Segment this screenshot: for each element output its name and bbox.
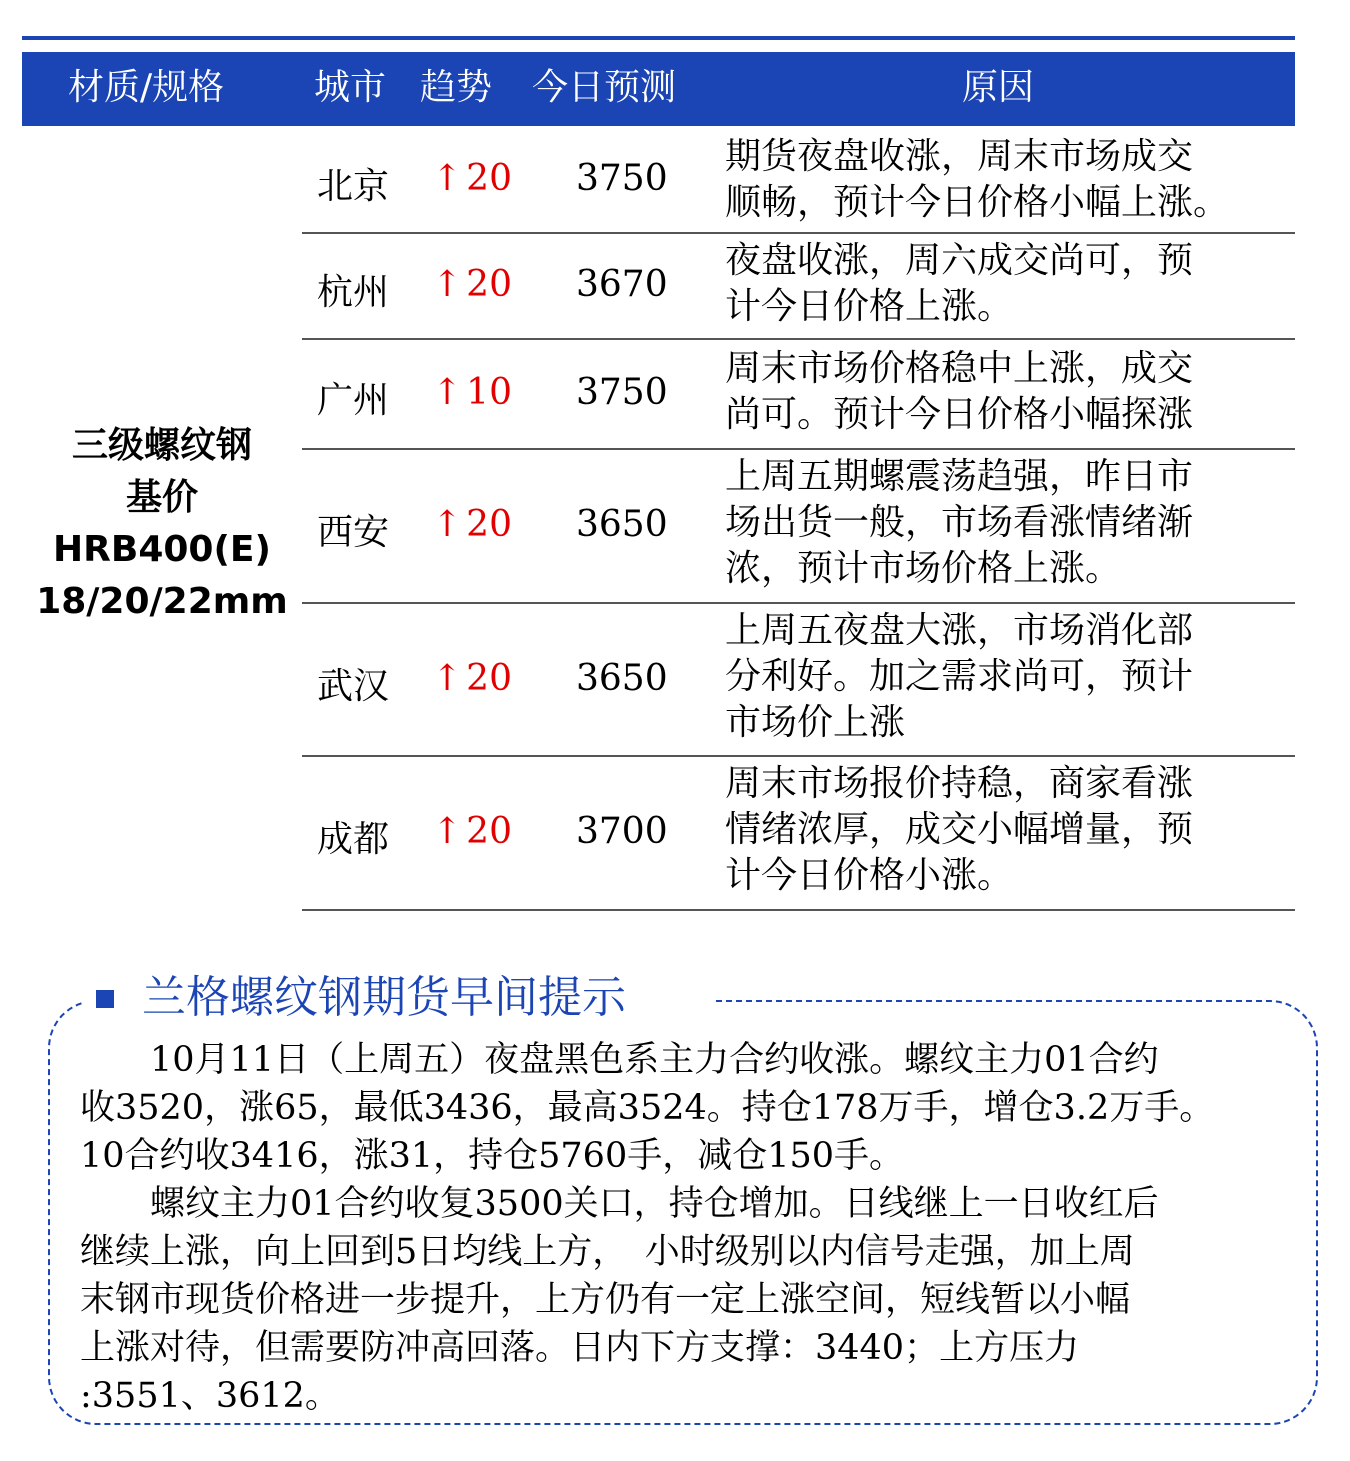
tips-paragraph-1: 10月11日（上周五）夜盘黑色系主力合约收涨。螺纹主力01合约 收3520，涨65，最低3436，最高3524。持仓178万手，增仓3.2万手。 10合约收3416，涨31，持仓5760手，减仓150手。 [80,1040,1215,1176]
header-forecast: 今日预测 [532,67,677,108]
trend-value: ↑ 10 [432,372,512,413]
top-rule [22,36,1295,40]
up-arrow-icon: ↑ [432,372,463,413]
trend-value: ↑ 20 [432,158,512,199]
city-name: 广州 [317,380,390,421]
material-line: HRB400(E) [53,529,271,570]
trend-value: ↑ 20 [432,658,512,699]
table-row [302,340,1295,450]
city-name: 武汉 [317,666,390,707]
reason-text: 上周五期螺震荡趋强，昨日市 场出货一般，市场看涨情绪渐 浓，预计市场价格上涨。 [725,456,1194,589]
material-line: 18/20/22mm [36,581,288,622]
table-row [302,450,1295,604]
trend-value: ↑ 20 [432,264,512,305]
city-name: 杭州 [317,272,390,313]
city-name: 北京 [317,166,390,207]
reason-text: 夜盘收涨，周六成交尚可，预 计今日价格上涨。 [725,240,1194,327]
reason-text: 上周五夜盘大涨，市场消化部 分利好。加之需求尚可，预计 市场价上涨 [725,610,1194,743]
table-row [302,234,1295,340]
table-row [302,757,1295,911]
material-line: 基价 [125,477,198,518]
trend-value: ↑ 20 [432,504,512,545]
up-arrow-icon: ↑ [432,658,463,699]
tips-title: 兰格螺纹钢期货早间提示 [142,972,626,1023]
city-name: 成都 [317,819,390,860]
header-reason: 原因 [962,67,1035,108]
city-name: 西安 [317,512,390,553]
forecast-price: 3750 [576,372,668,413]
forecast-price: 3650 [576,658,668,699]
tips-paragraph-2: 螺纹主力01合约收复3500关口，持仓增加。日线继上一日收红后 继续上涨，向上回到5日均线上方， 小时级别以内信号走强，加上周 末钢市现货价格进一步提升，上方仍有一定上涨空间，短线暂以小幅 上涨对待，但需要防冲高回落。日内下方支撑：3440；上方压力 :3551、3612。 [80,1184,1159,1416]
up-arrow-icon: ↑ [432,264,463,305]
forecast-price: 3650 [576,504,668,545]
up-arrow-icon: ↑ [432,504,463,545]
forecast-price: 3750 [576,158,668,199]
table-header [22,52,1295,126]
header-material: 材质/规格 [68,67,225,108]
reason-text: 周末市场报价持稳，商家看涨 情绪浓厚，成交小幅增量，预 计今日价格小涨。 [725,763,1194,896]
material-line: 三级螺纹钢 [71,425,252,466]
trend-value: ↑ 20 [432,811,512,852]
up-arrow-icon: ↑ [432,811,463,852]
up-arrow-icon: ↑ [432,158,463,199]
forecast-price: 3670 [576,264,668,305]
table-row [302,128,1295,234]
material-spec [22,420,302,628]
reason-text: 期货夜盘收涨，周末市场成交 顺畅，预计今日价格小幅上涨。 [725,136,1230,223]
table-row [302,604,1295,757]
square-bullet-icon [96,990,114,1008]
reason-text: 周末市场价格稳中上涨，成交 尚可。预计今日价格小幅探涨 [725,348,1194,435]
forecast-price: 3700 [576,811,668,852]
header-city: 城市 [314,67,387,108]
header-trend: 趋势 [420,67,493,108]
tips-title-block [82,968,712,1028]
